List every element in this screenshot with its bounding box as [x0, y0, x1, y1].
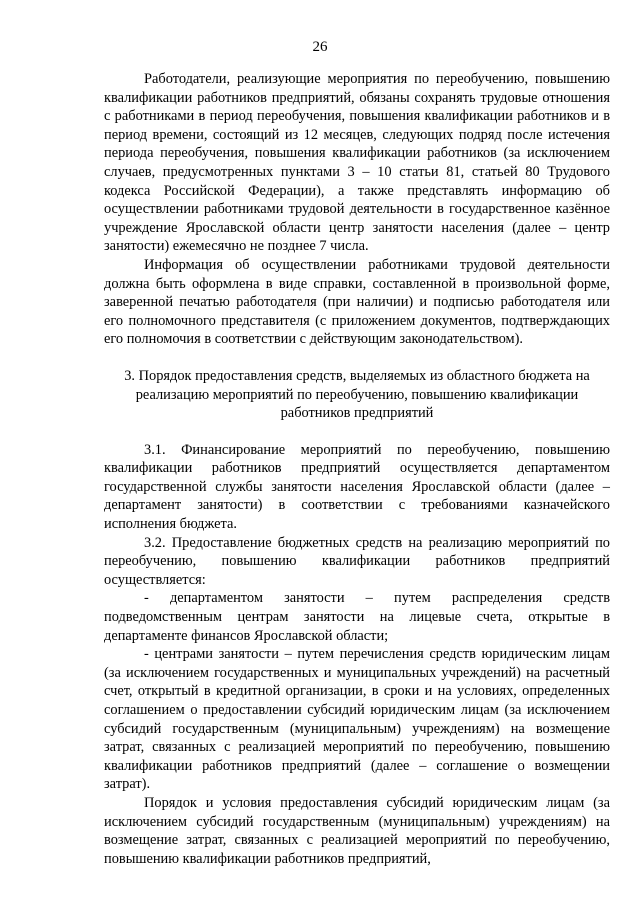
paragraph-3-1: 3.1. Финансирование мероприятий по переобучению, повышению квалификации работников предприятий осуществляется департаментом государственной службы занятости населения Ярославской области (далее – департамент занятости) в соответствии с требованиями казначейского исполнения бюджета. [104, 441, 610, 533]
page-number: 26 [312, 39, 328, 55]
paragraph-subsidy-procedure: Порядок и условия предоставления субсидий юридическим лицам (за исключением субсидий государственным (муниципальным) учреждениям) на возмещение затрат, связанных с реализацией мероприятий по переобучению, повышению квалификации работников предприятий, [104, 794, 610, 867]
list-item-department: - департаментом занятости – путем распределения средств подведомственным центрам занятости на лицевые счета, открытые в департаменте финансов Ярославской области; [104, 590, 610, 644]
list-item-employment-centers: - центрами занятости – путем перечисления средств юридическим лицам (за исключением государственных и муниципальных учреждений) на расчетный счет, открытый в кредитной организации, в сроки и на условиях, определенных соглашением о предоставлении субсидий юридическим лицам (за исключением субсидий государственным (муниципальным) учреждениям) на возмещение затрат, связанных с реализацией мероприятий по переобучению, повышению квалификации работников предприятий (далее – соглашение о возмещении затрат). [104, 646, 610, 793]
paragraph-3-2: 3.2. Предоставление бюджетных средств на реализацию мероприятий по переобучению, повышению квалификации работников предприятий осуществляется: [104, 534, 610, 588]
paragraph-employer-obligations: Работодатели, реализующие мероприятия по переобучению, повышению квалификации работников предприятий, обязаны сохранять трудовые отношения с работниками в период переобучения, повышения квалификации работников и в период времени, состоящий из 12 месяцев, следующих подряд после истечения периода переобучения, повышения квалификации работников (за исключением случаев, предусмотренных пунктами 3 – 10 статьи 81, статьей 80 Трудового кодекса Российской Федерации), а также представлять информацию об осуществлении работниками трудовой деятельности в государственное казённое учреждение Ярославской области центр занятости населения (далее – центр занятости) ежемесячно не позднее 7 числа. [104, 71, 610, 255]
document-body [104, 70, 610, 868]
section-heading: 3. Порядок предоставления средств, выделяемых из областного бюджета на реализацию мероприятий по переобучению, повышению квалификации работников предприятий [124, 367, 590, 422]
paragraph-employment-info: Информация об осуществлении работниками трудовой деятельности должна быть оформлена в виде справки, составленной в произвольной форме, заверенной печатью работодателя (при наличии) и подписью работодателя или его полномочного представителя (с приложением документов, подтверждающих его полномочия в соответствии с действующим законодательством). [104, 256, 610, 348]
